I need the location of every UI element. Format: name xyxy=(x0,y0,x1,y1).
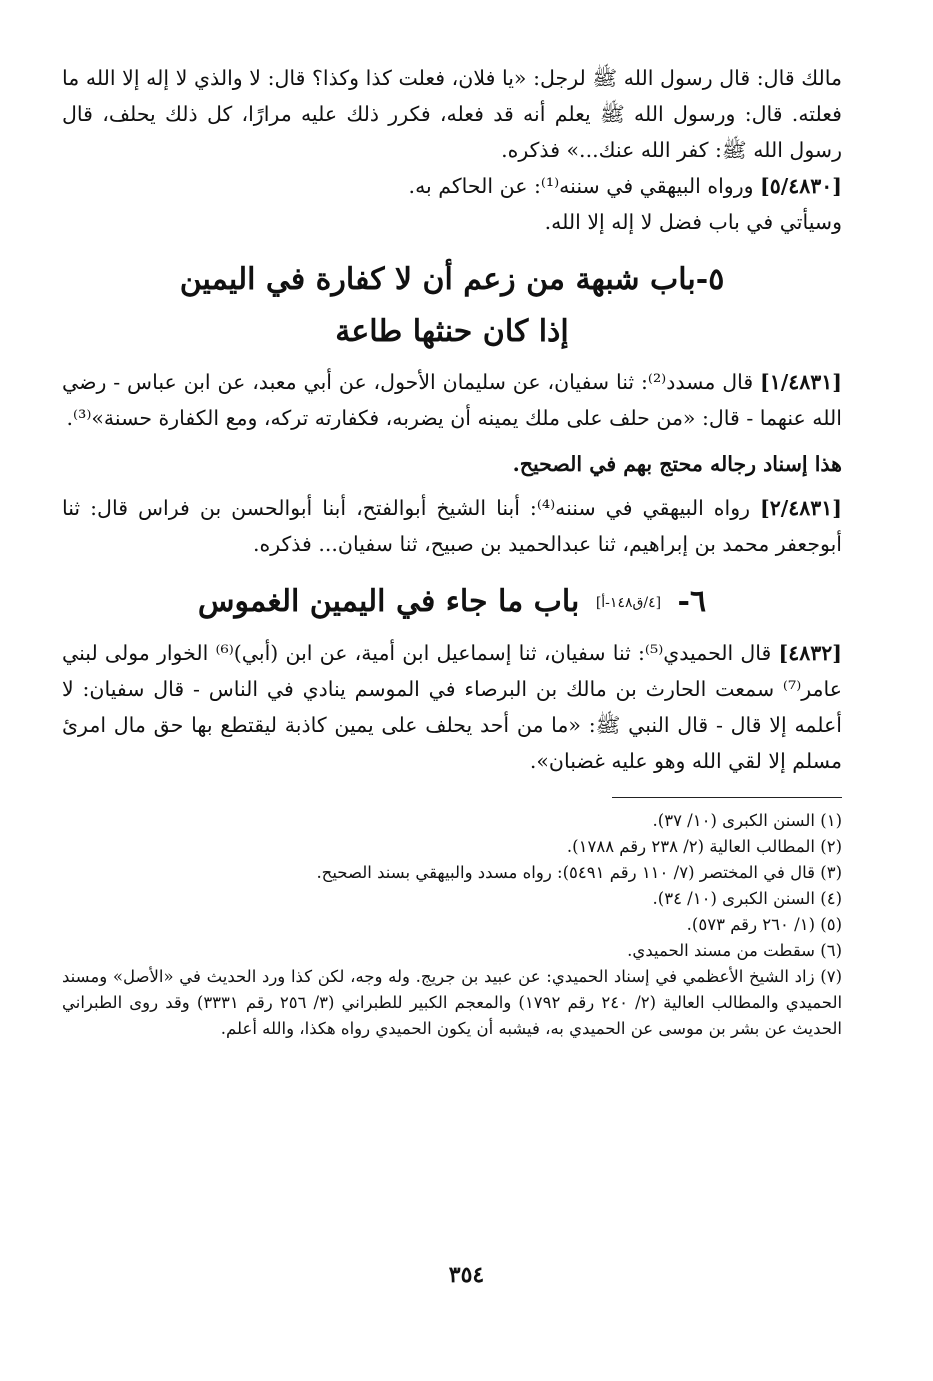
footnote-1: (١) السنن الكبرى (١٠/ ٣٧). xyxy=(652,811,842,830)
footnote-5: (٥) (١/ ٢٦٠ رقم ٥٧٣). xyxy=(686,915,842,934)
top-paragraph-line-3: يحلف، قال رسول الله ﷺ: كفر الله عنك...» فذكره. xyxy=(62,102,842,162)
hadith-text-4832: قال الحميدي⁽⁵⁾: ثنا سفيان، ثنا إسماعيل ابن أمية، عن ابن (أبي)⁽⁶⁾ الخوار مولى لبني عامر⁽⁷⁾ سمعت الحارث بن مالك بن البرصاء في الموسم ينادي في الناس - قال سفيان: لا أعلمه إلا قال - قال النبي ﷺ: «ما من أحد يحلف على يمين كاذبة ليقتطع بها حق مال امرئ مسلم إلا لقي الله وهو عليه غضبان». xyxy=(62,641,842,773)
chapter-6-title: باب ما جاء في اليمين الغموس xyxy=(197,584,580,619)
top-paragraph xyxy=(62,60,842,168)
page-content xyxy=(62,60,842,1042)
footnote-2: (٢) المطالب العالية (٢/ ٢٣٨ رقم ١٧٨٨). xyxy=(566,837,842,856)
hadith-text-4831-1: قال مسدد⁽²⁾: ثنا سفيان، عن سليمان الأحول، عن أبي معبد، عن ابن عباس - رضي الله عنهما - قال: «من حلف على ملك يمينه أن يضربه، فكفارته تركه، ومع الكفارة حسنة»⁽³⁾. xyxy=(62,370,842,430)
hadith-entry-4830 xyxy=(62,168,842,204)
chapter-5-heading xyxy=(62,254,842,358)
footnote-6: (٦) سقطت من مسند الحميدي. xyxy=(627,941,842,960)
page-number: ٣٥٤ xyxy=(448,1262,485,1288)
chapter-5-title-line-2: إذا كان حنثها طاعة xyxy=(335,314,569,349)
cross-reference: وسيأتي في باب فضل لا إله إلا الله. xyxy=(544,210,842,234)
hadith-entry-4831-2 xyxy=(62,490,842,562)
isnad-grade: هذا إسناد رجاله محتج بهم في الصحيح. xyxy=(512,452,842,476)
top-paragraph-line-1: مالك قال: قال رسول الله ﷺ لرجل: «يا فلان، فعلت كذا وكذا؟ قال: لا والذي لا إله xyxy=(146,66,842,90)
hadith-ref-4831-1: [١/٤٨٣١] xyxy=(760,370,842,394)
hadith-entry-4831-1 xyxy=(62,364,842,436)
chapter-6-heading xyxy=(62,576,842,629)
hadith-text-4831-2: رواه البيهقي في سننه⁽⁴⁾: أبنا الشيخ أبوالفتح، أبنا أبوالحسن بن فراس قال: ثنا أبوجعفر محمد بن إبراهيم، ثنا عبدالحميد بن صبيح، ثنا سفيان... فذكره. xyxy=(62,496,842,556)
hadith-ref-4831-2: [٢/٤٨٣١] xyxy=(760,496,842,520)
footnote-3: (٣) قال في المختصر (٧/ ١١٠ رقم ٥٤٩١): رواه مسدد والبيهقي بسند الصحيح. xyxy=(316,863,842,882)
footnote-7: (٧) زاد الشيخ الأعظمي في إسناد الحميدي: عن عبيد بن جريج. وله وجه، لكن كذا ورد الحديث في «الأصل» ومسند الحميدي والمطالب العالية (٢/ ٢٤٠ رقم ١٧٩٢) والمعجم الكبير للطبراني (٣/ ٢٥٦ رقم ٣٣٣١) وقد روى الطبراني الحديث عن بشر بن موسى عن الحميدي به، فيشبه أن يكون الحميدي رواه هكذا، والله أعلم. xyxy=(62,967,843,1038)
hadith-entry-4832 xyxy=(62,635,842,779)
footnotes xyxy=(62,808,842,1042)
top-paragraph-line-2: إلا الله ما فعلته. قال: ورسول الله ﷺ يعلم أنه قد فعله، فكرر ذلك عليه مرارًا، كل ذلك xyxy=(62,66,842,126)
hadith-ref-4830: [٥/٤٨٣٠] xyxy=(760,174,842,198)
footnote-divider xyxy=(612,797,842,798)
hadith-ref-4832: [٤٨٣٢] xyxy=(778,641,842,665)
chapter-6-number: ٦- xyxy=(677,584,707,619)
manuscript-folio-mark: [٤/ق١٤٨-أ] xyxy=(595,595,662,611)
chapter-5-title-line-1: ٥-باب شبهة من زعم أن لا كفارة في اليمين xyxy=(179,262,725,297)
footnote-4: (٤) السنن الكبرى (١٠/ ٣٤). xyxy=(652,889,842,908)
hadith-text-4830: ورواه البيهقي في سننه⁽¹⁾: عن الحاكم به. xyxy=(408,174,754,198)
